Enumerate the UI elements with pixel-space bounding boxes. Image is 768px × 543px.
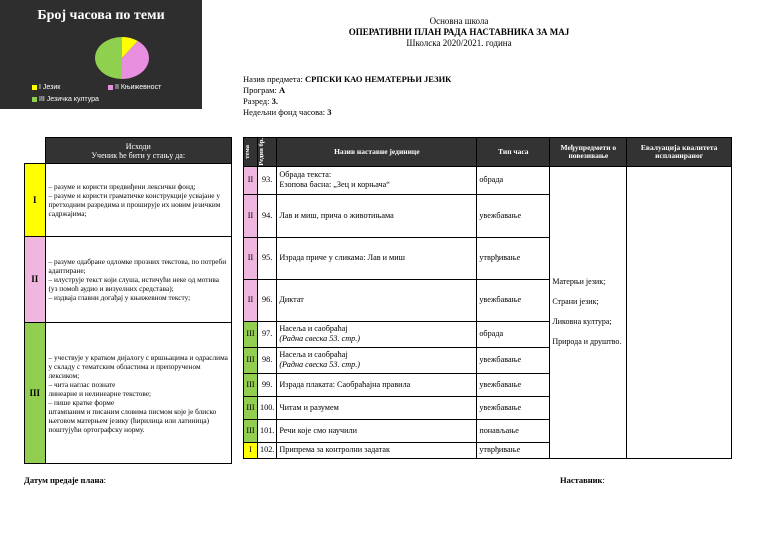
lesson-number: 100. (258, 396, 277, 419)
legend-swatch (32, 97, 37, 102)
lesson-number: 102. (258, 442, 277, 458)
lesson-theme: III (244, 396, 258, 419)
correlation-cell (550, 166, 627, 458)
submission-date-label (24, 475, 106, 485)
grade-label: Разред: (243, 96, 272, 106)
lesson-title-line2: (Радна свеска 53. стр.) (279, 360, 360, 370)
lesson-title-line1: Насеља и саобраћај (279, 350, 348, 360)
outcomes-corner (25, 138, 46, 164)
lesson-type: обрада (477, 166, 550, 194)
legend-label: III Језичка култура (39, 96, 99, 103)
outcome-text-iii: – учествује у кратком дијалогу с вршњацима и одраслима у складу с тематским областима и препорученом лексиком; – чита наглас познате линеарне и нелинеарне текстове; – пише кратке форме штампаним и писаним словима писмом које је блиско његовом матерњем језику (ћирилица или латиница) поштујући ортографску норму. (45, 323, 232, 464)
date-colon: : (103, 475, 106, 485)
lesson-title (277, 321, 477, 347)
lesson-type: увежбавање (477, 279, 550, 321)
lesson-number: 99. (258, 373, 277, 396)
lesson-type: утврђивање (477, 237, 550, 279)
lesson-title: Израда приче у сликама: Лав и миш (277, 237, 477, 279)
lesson-number: 98. (258, 347, 277, 373)
lesson-type: увежбавање (477, 347, 550, 373)
col-header-type: Тип часа (477, 138, 550, 167)
lesson-title (277, 347, 477, 373)
lesson-title-line2: (Радна свеска 53. стр.) (279, 334, 360, 344)
lesson-number: 101. (258, 419, 277, 442)
weekly-hours-line (243, 107, 332, 118)
chart-title: Број часова по теми (37, 8, 165, 23)
lesson-number: 93. (258, 166, 277, 194)
outcome-text-ii: – разуме одабране одломке прозних текстова, по потреби адаптиране; – илуструје текст који слуша, истичући неке од мотива (уз помоћ аудио и визуелних средстава); – издваја главни догађај у књижевном тексту; (45, 237, 232, 323)
lesson-theme: III (244, 373, 258, 396)
col-header-number-text: Редни бр. (258, 138, 265, 166)
lesson-type: утврђивање (477, 442, 550, 458)
correlation-item: Природа и друштво. (552, 337, 622, 347)
correlation-item: Ликовна култура; (552, 317, 612, 327)
correlation-item: Страни језик; (552, 297, 599, 307)
legend-item-language (32, 84, 60, 91)
outcome-text-i: – разуме и користи предвиђени лексички фонд; – разуме и користи граматичке конструкције усвајане у претходним разредима и проширује их новим језичким садржајима; (45, 164, 232, 237)
program-value: А (279, 85, 286, 95)
lesson-title: Лав и миш, прича о животињама (277, 194, 477, 237)
outcome-theme-iii: III (25, 323, 46, 464)
pie-slice-3 (95, 37, 122, 79)
lesson-type: увежбавање (477, 396, 550, 419)
lesson-theme: II (244, 194, 258, 237)
teacher-label-text: Наставник (560, 475, 603, 485)
lesson-title-line1: Насеља и саобраћај (279, 324, 348, 334)
col-header-number (258, 138, 277, 167)
legend-item-culture (32, 96, 99, 103)
lesson-number: 97. (258, 321, 277, 347)
lesson-theme: II (244, 166, 258, 194)
outcomes-header-subtitle: Ученик ће бити у стању да: (91, 150, 186, 160)
legend-swatch (32, 85, 37, 90)
lesson-theme: II (244, 237, 258, 279)
lesson-title: Припрема за контролни задатак (277, 442, 477, 458)
lesson-type: понављање (477, 419, 550, 442)
outcome-theme-ii: II (25, 237, 46, 323)
lesson-title: Израда плаката: Саобраћајна правила (277, 373, 477, 396)
lesson-title: Речи које смо научили (277, 419, 477, 442)
legend-label: II Књижевност (115, 84, 162, 91)
subject-label: Назив предмета: (243, 74, 305, 84)
teacher-colon: : (602, 475, 605, 485)
lesson-theme: I (244, 442, 258, 458)
outcomes-header (45, 138, 232, 164)
subject-line (243, 74, 451, 85)
col-header-theme-text: тема (244, 144, 251, 159)
col-header-evaluation: Евалуација квалитета испланираног (627, 138, 732, 167)
lesson-theme: III (244, 419, 258, 442)
evaluation-cell (627, 166, 732, 458)
hours-label: Недељни фонд часова: (243, 107, 328, 117)
col-header-correlation: Међупредмети о повезивање (550, 138, 627, 167)
lesson-title-line2: Езопова басна: „Зец и корњача“ (279, 180, 390, 190)
outcomes-header-title: Исходи (125, 141, 151, 151)
pie-chart (0, 0, 202, 109)
lesson-title-line1: Обрада текста: (279, 170, 332, 180)
program-line (243, 85, 285, 96)
lesson-title: Читам и разумем (277, 396, 477, 419)
program-label: Програм: (243, 85, 280, 95)
outcomes-table (24, 137, 232, 464)
subject-value: СРПСКИ КАО НЕМАТЕРЊИ ЈЕЗИК (304, 74, 452, 84)
school-year: Школска 2020/2021. година (406, 38, 512, 48)
date-label-text: Датум предаје плана (24, 475, 104, 485)
legend-item-literature (108, 84, 161, 91)
legend-swatch (108, 85, 113, 90)
legend-label: I Језик (39, 84, 61, 91)
lesson-type: увежбавање (477, 373, 550, 396)
lesson-title (277, 166, 477, 194)
col-header-lesson: Назив наставне јединице (277, 138, 477, 167)
lesson-number: 94. (258, 194, 277, 237)
outcome-theme-i: I (25, 164, 46, 237)
lesson-theme: III (244, 321, 258, 347)
lesson-title: Диктат (277, 279, 477, 321)
correlation-item: Матерњи језик; (552, 277, 606, 287)
col-header-theme (244, 138, 258, 167)
lesson-number: 96. (258, 279, 277, 321)
grade-line (243, 96, 278, 107)
lesson-theme: III (244, 347, 258, 373)
plan-title: ОПЕРАТИВНИ ПЛАН РАДА НАСТАВНИКА ЗА МАЈ (348, 27, 570, 37)
lesson-number: 95. (258, 237, 277, 279)
lesson-type: увежбавање (477, 194, 550, 237)
school-name: Основна школа (429, 16, 489, 26)
lessons-table (243, 137, 732, 459)
lesson-theme: II (244, 279, 258, 321)
grade-value: 3. (271, 96, 278, 106)
lesson-type: обрада (477, 321, 550, 347)
hours-value: 3 (327, 107, 332, 117)
teacher-label (560, 475, 605, 485)
